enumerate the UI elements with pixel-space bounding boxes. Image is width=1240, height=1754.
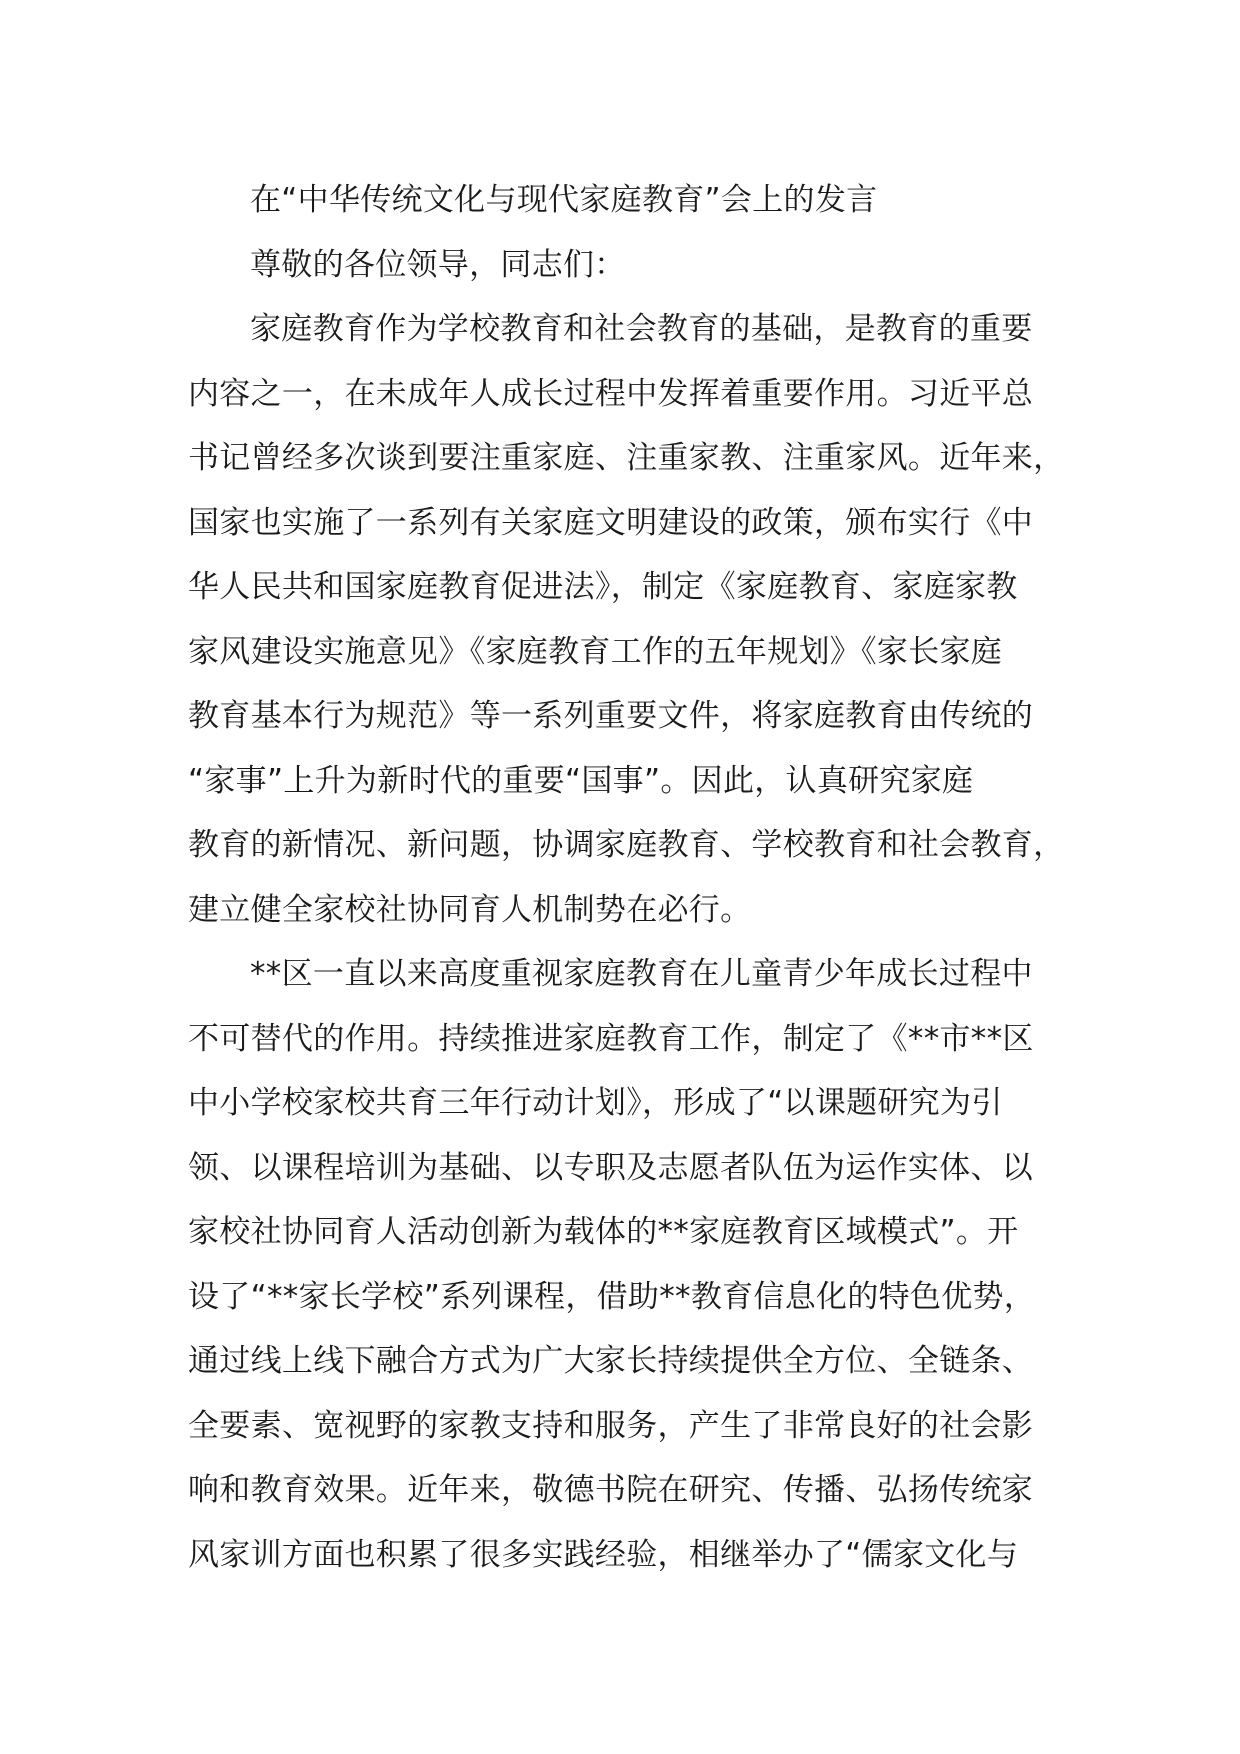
paragraph-line: **区一直以来高度重视家庭教育在儿童青少年成长过程中 [250,956,1033,992]
paragraph-line: 不可替代的作用。持续推进家庭教育工作，制定了《**市**区 [188,1020,1034,1057]
paragraph-line: “家事”上升为新时代的重要“国事”。因此，认真研究家庭 [188,762,974,799]
paragraph-line: 建立健全家校社协同育人机制势在必行。 [188,891,752,928]
paragraph-line: 领、以课程培训为基础、以专职及志愿者队伍为运作实体、以 [188,1149,1034,1186]
paragraph-line: 全要素、宽视野的家教支持和服务，产生了非常良好的社会影 [188,1407,1034,1444]
paragraph-line: 设了“**家长学校”系列课程，借助**教育信息化的特色优势， [188,1278,1036,1315]
paragraph-line: 通过线上线下融合方式为广大家长持续提供全方位、全链条、 [188,1343,1034,1379]
paragraph-2 [188,942,1088,1587]
paragraph-line: 华人民共和国家庭教育促进法》，制定《家庭教育、家庭家教 [188,569,1018,605]
paragraph-line: 教育基本行为规范》等一系列重要文件，将家庭教育由传统的 [188,698,1034,734]
document-page [188,168,1088,1587]
paragraph-line: 国家也实施了一系列有关家庭文明建设的政策，颁布实行《中 [188,504,1034,541]
paragraph-line: 家校社协同育人活动创新为载体的**家庭教育区域模式”。开 [188,1214,1019,1250]
paragraph-line: 中小学校家校共育三年行动计划》，形成了“以课题研究为引 [188,1085,1003,1121]
paragraph-line: 家风建设实施意见》《家庭教育工作的五年规划》《家长家庭 [188,633,1003,670]
salutation: 尊敬的各位领导，同志们： [250,246,626,283]
document-title: 在“中华传统文化与现代家庭教育”会上的发言 [250,182,878,218]
paragraph-line: 教育的新情况、新问题，协调家庭教育、学校教育和社会教育， [188,827,1065,863]
paragraph-line: 内容之一，在未成年人成长过程中发挥着重要作用。习近平总 [188,375,1034,412]
paragraph-line: 家庭教育作为学校教育和社会教育的基础，是教育的重要 [250,311,1033,347]
paragraph-line: 书记曾经多次谈到要注重家庭、注重家教、注重家风。近年来， [188,440,1065,476]
paragraph-line: 响和教育效果。近年来，敬德书院在研究、传播、弘扬传统家 [188,1472,1034,1508]
paragraph-1 [188,297,1088,942]
paragraph-line: 风家训方面也积累了很多实践经验，相继举办了“儒家文化与 [188,1536,1019,1573]
